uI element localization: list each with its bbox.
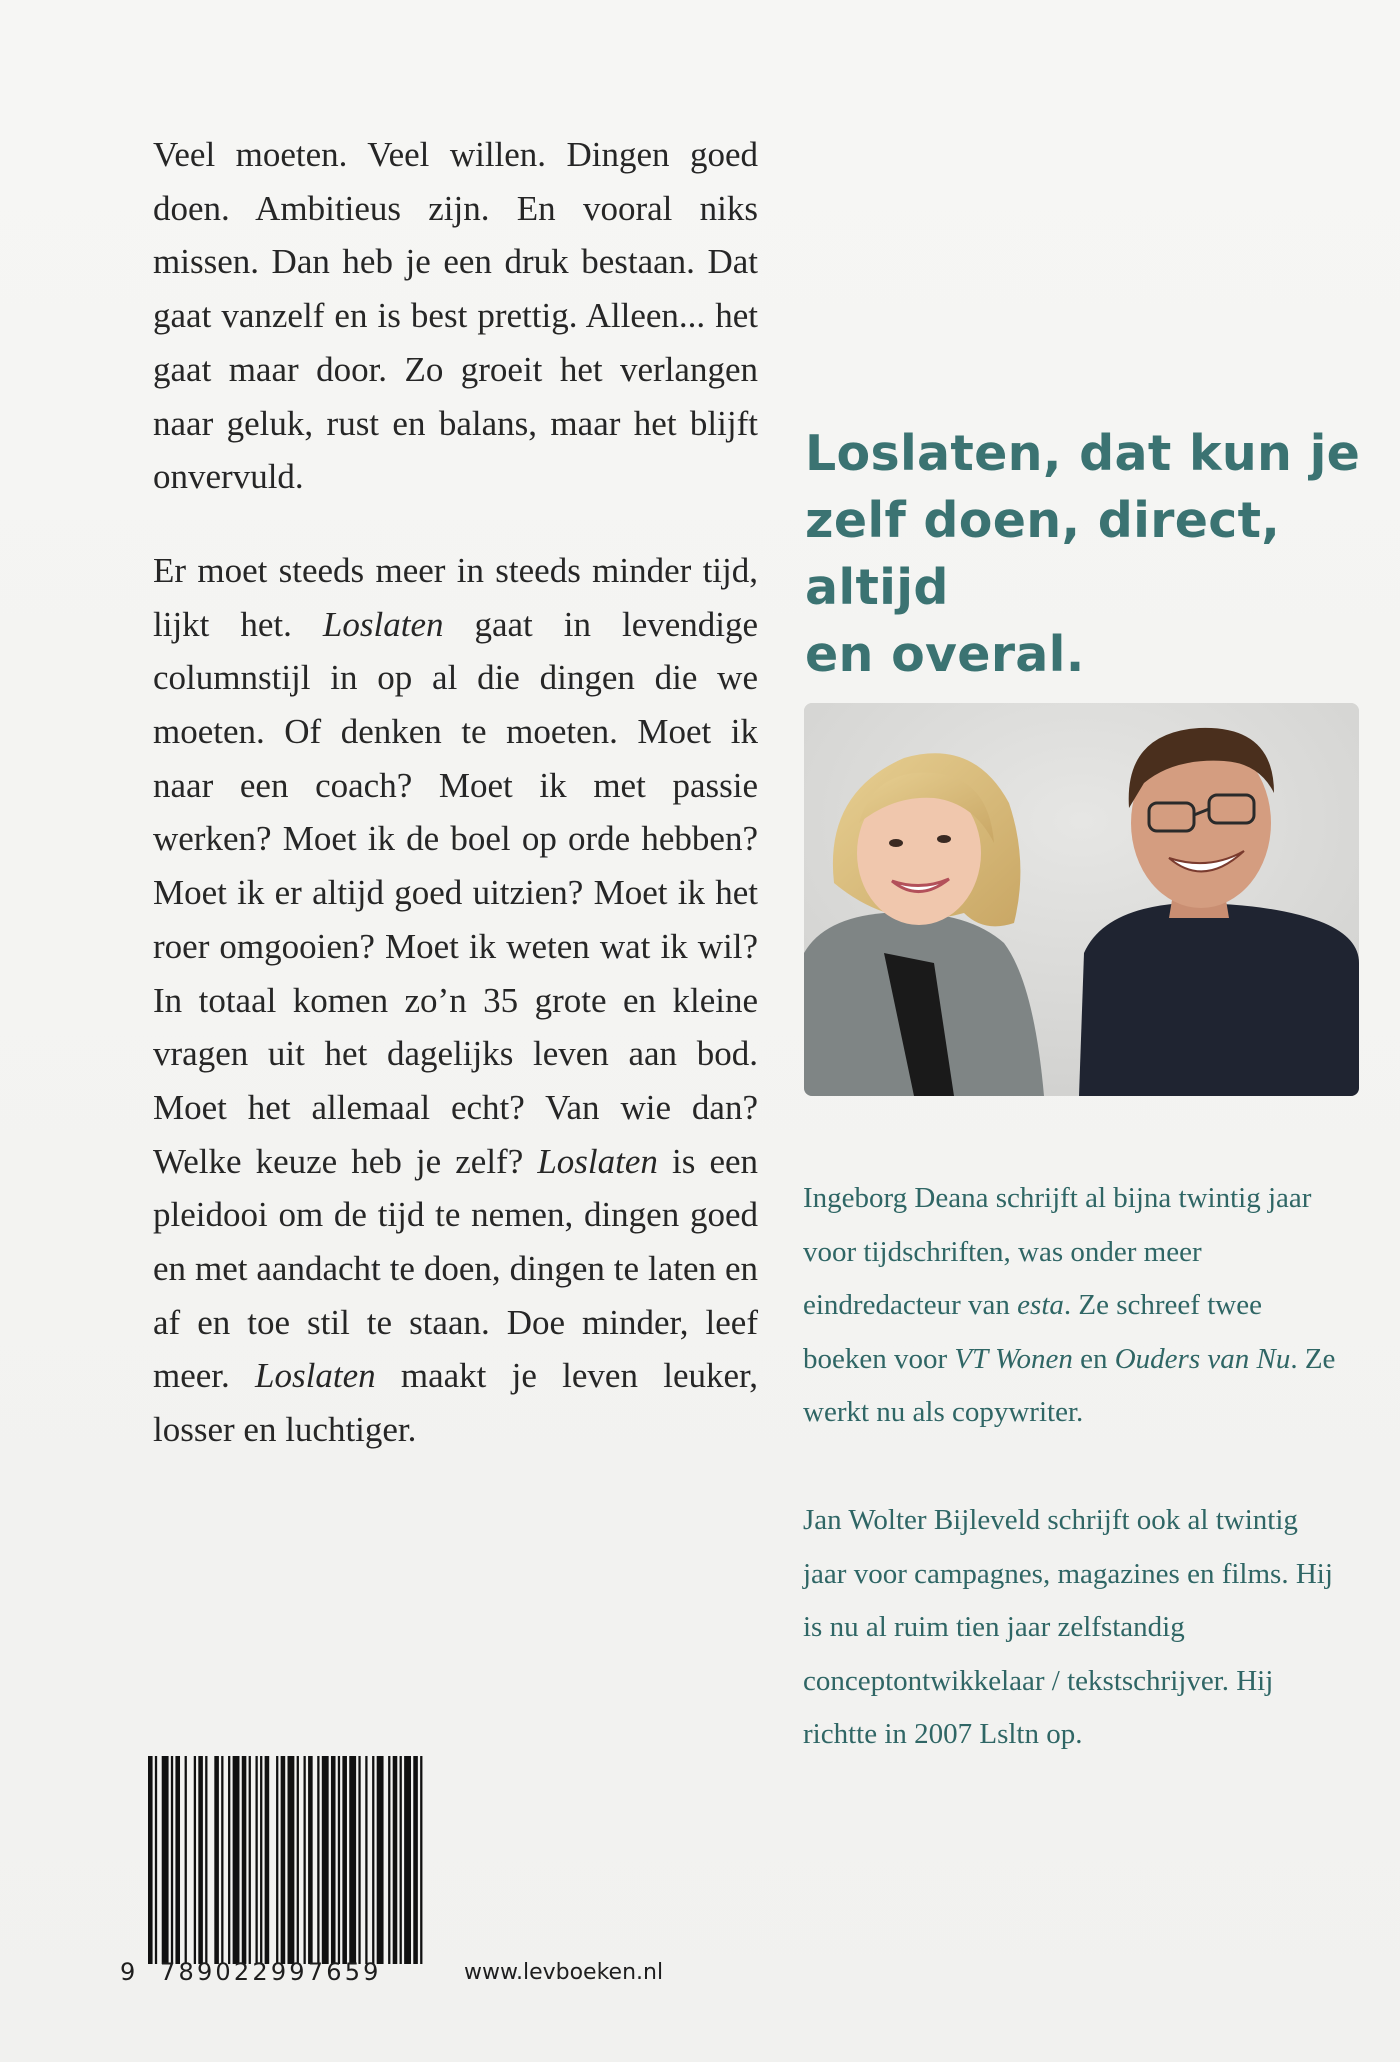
- barcode-bar: [304, 1756, 306, 1964]
- barcode-bar: [260, 1756, 262, 1964]
- barcode-bar: [393, 1756, 398, 1964]
- barcode-bar: [276, 1756, 278, 1964]
- magazine-name: esta: [1017, 1289, 1064, 1321]
- barcode-bar: [185, 1756, 187, 1964]
- barcode-bar: [308, 1756, 313, 1964]
- barcode-bar: [420, 1756, 422, 1964]
- barcode-bar: [349, 1756, 356, 1964]
- barcode-bar: [365, 1756, 367, 1964]
- tagline-line-3: en overal.: [805, 626, 1085, 683]
- barcode-bar: [281, 1756, 286, 1964]
- isbn-digits: 789022997659: [160, 1958, 382, 1986]
- barcode-bar: [288, 1756, 295, 1964]
- title-italic: Loslaten: [537, 1141, 658, 1181]
- barcode-bar: [148, 1756, 153, 1964]
- barcode-bar: [228, 1756, 230, 1964]
- bio1-text-c: en: [1080, 1342, 1108, 1375]
- barcode-bar: [255, 1756, 257, 1964]
- barcode-bar: [249, 1756, 251, 1964]
- barcode: [148, 1756, 427, 1964]
- publisher-url: www.levboeken.nl: [464, 1960, 664, 1985]
- blurb-p2-text-b: gaat in levendige columnstijl in op al die dingen die we moeten. Of denken te moeten. Moet ik naar een coach? Moet ik met passie werken? Moet ik de boel op orde hebben? Moet ik er altijd goed uitzien? Moet ik het roer omgooien? Moet ik weten wat ik wil? In totaal komen zo’n 35 grote en kleine vragen uit het dagelijks leven aan bod. Moet het allemaal echt? Van wie dan? Welke keuze heb je zelf?: [153, 604, 759, 1181]
- barcode-bar: [265, 1756, 270, 1964]
- barcode-bar: [317, 1756, 319, 1964]
- barcode-bar: [171, 1756, 173, 1964]
- bio1-text-a: Ingeborg Deana schrijft al bijna twintig jaar voor tijdschriften, was onder meer eindredacteur van: [803, 1182, 1312, 1321]
- barcode-bar: [297, 1756, 299, 1964]
- blurb-p2-text-d: maakt je leven leuker, losser en luchtiger.: [153, 1356, 759, 1450]
- barcode-bar: [175, 1756, 180, 1964]
- barcode-bar: [221, 1756, 223, 1964]
- magazine-name: VT Wonen: [954, 1342, 1073, 1375]
- barcode-bar: [388, 1756, 390, 1964]
- bio1-text-d: . Ze werkt nu als copywriter.: [803, 1342, 1336, 1428]
- barcode-bar: [338, 1756, 340, 1964]
- barcode-bar: [233, 1756, 240, 1964]
- barcode-bar: [342, 1756, 347, 1964]
- barcode-bar: [377, 1756, 384, 1964]
- barcode-bar: [331, 1756, 336, 1964]
- blurb-p2-text-a: Er moet steeds meer in steeds minder tijd, lijkt het.: [153, 550, 758, 644]
- barcode-bar: [214, 1756, 219, 1964]
- barcode-bar: [372, 1756, 374, 1964]
- blurb-p2-text-c: is een pleidooi om de tijd te nemen, dingen goed en met aandacht te doen, dingen te laten en af en toe stil te staan. Doe minder, leef meer.: [153, 1141, 759, 1396]
- barcode-bar: [205, 1756, 207, 1964]
- blurb-paragraph-1: Veel moeten. Veel willen. Dingen goed doen. Ambitieus zijn. En vooral niks missen. Dan heb je een druk bestaan. Dat gaat vanzelf en is best prettig. Alleen... het gaat maar door. Zo groeit het verlangen naar geluk, rust en balans, maar het blijft onvervuld.: [153, 135, 758, 497]
- tagline: [805, 420, 1390, 688]
- isbn-first-digit: 9: [120, 1958, 139, 1986]
- magazine-name: Ouders van Nu: [1114, 1342, 1291, 1375]
- barcode-bar: [155, 1756, 157, 1964]
- author-bio-ingeborg: [803, 1172, 1343, 1440]
- barcode-bar: [413, 1756, 418, 1964]
- title-italic: Loslaten: [322, 604, 444, 644]
- barcode-bar: [358, 1756, 360, 1964]
- barcode-bar: [404, 1756, 411, 1964]
- author-bio-jan-wolter: Jan Wolter Bijleveld schrijft ook al twintig jaar voor campagnes, magazines en films. Hij is nu al ruim tien jaar zelfstandig conceptontwikkelaar / tekstschrijver. Hij richtte in 2007 Lsltn op.: [803, 1504, 1333, 1750]
- tagline-line-2: zelf doen, direct, altijd: [805, 492, 1281, 616]
- barcode-bar: [194, 1756, 196, 1964]
- blurb-text: [153, 128, 758, 1457]
- tagline-line-1: Loslaten, dat kun je: [805, 425, 1361, 482]
- barcode-bar: [198, 1756, 203, 1964]
- bio1-text-b: . Ze schreef twee boeken voor: [803, 1289, 1262, 1375]
- barcode-bar: [322, 1756, 329, 1964]
- blurb-paragraph-2: [153, 544, 758, 1457]
- barcode-bar: [162, 1756, 169, 1964]
- barcode-bar: [400, 1756, 402, 1964]
- title-italic: Loslaten: [255, 1356, 376, 1396]
- author-photo: [804, 703, 1359, 1096]
- barcode-bar: [242, 1756, 247, 1964]
